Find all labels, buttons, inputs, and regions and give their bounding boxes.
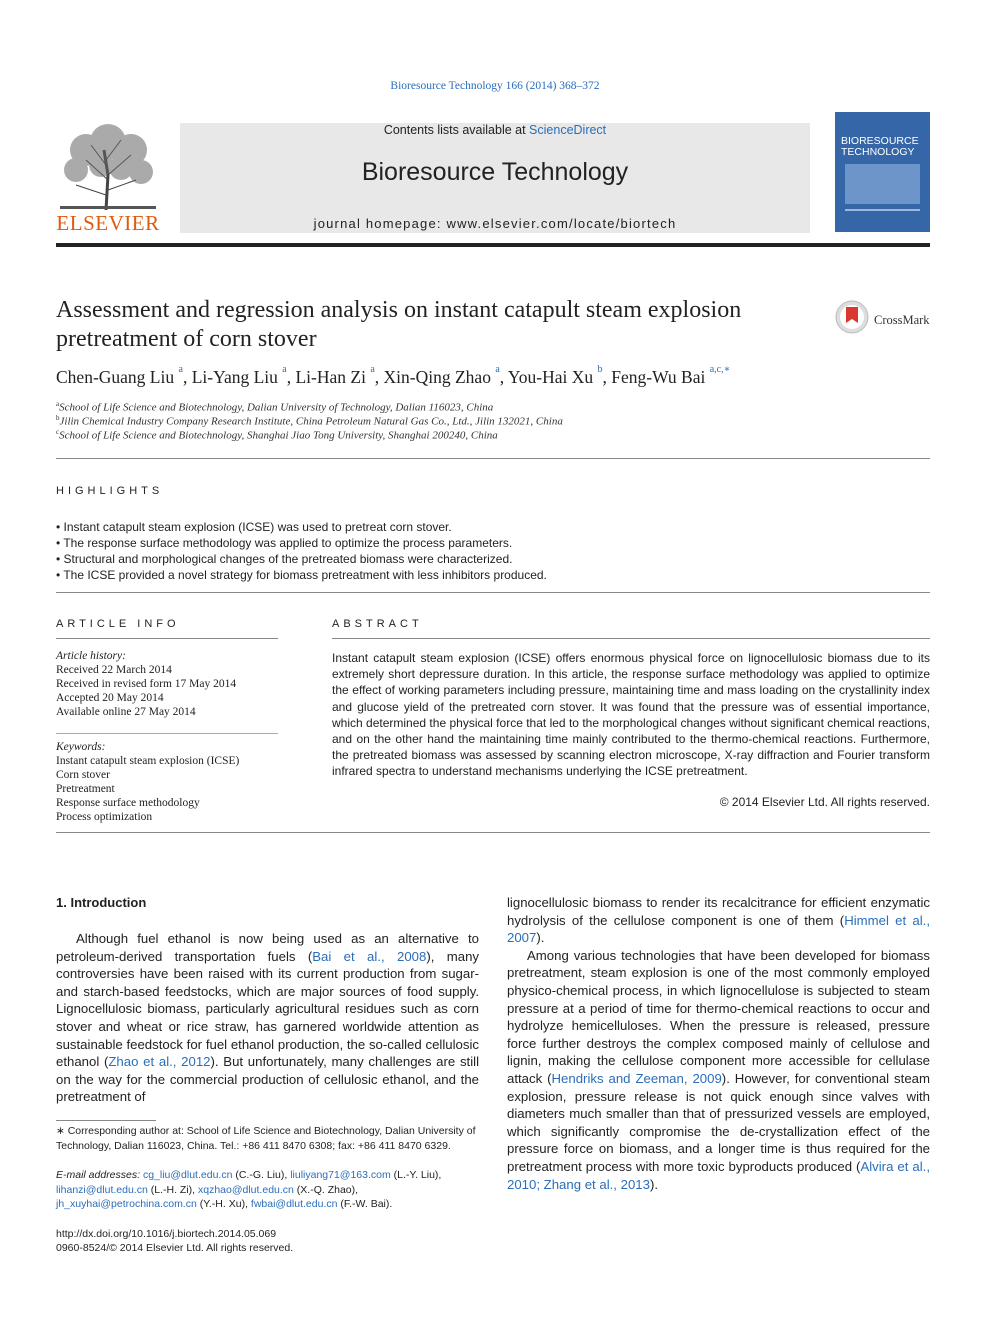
elsevier-tree-logo — [56, 120, 160, 212]
affiliation — [56, 414, 563, 428]
affiliation — [56, 400, 493, 414]
author-list: Chen-Guang Liu $^a$, Li-Yang Liu $^a$, Li-Han Zi $^a$, Xin-Qing Zhao $^a$, You-Hai Xu $^b$, Feng-Wu Bai $^{a,c,∗}$ — [56, 364, 731, 387]
contents-prefix: Contents lists available at — [383, 123, 530, 137]
publisher-logo-text: ELSEVIER — [56, 211, 160, 235]
email-owner: (L.-Y. Liu), — [390, 1169, 442, 1181]
cover-figure — [845, 164, 920, 204]
email-link[interactable]: lihanzi@dlut.edu.cn — [56, 1183, 148, 1196]
author-name[interactable]: Xin-Qing Zhao — [383, 367, 491, 387]
keywords-label: Keywords: — [56, 741, 106, 753]
keyword: Pretreatment — [56, 783, 115, 795]
email-label: E-mail addresses: — [56, 1169, 143, 1181]
paragraph-text: ). — [649, 1176, 659, 1192]
paragraph-text: lignocellulosic biomass to render its recalcitrance for efficient enzymatic hydrolysis of the cellulose component is one of them ( — [507, 895, 930, 928]
affiliation-text: School of Life Science and Biotechnology, Shanghai Jiao Tong University, Shanghai 200240, China — [59, 429, 498, 442]
paragraph — [56, 930, 479, 1106]
contents-line — [180, 123, 810, 137]
author-name[interactable]: Li-Han Zi — [295, 367, 366, 387]
email-link[interactable]: fwbai@dlut.edu.cn — [250, 1198, 338, 1210]
header-rule — [56, 243, 930, 247]
author-name[interactable]: You-Hai Xu — [507, 367, 594, 387]
paragraph-text: ). However, for conventional steam explosion, pressure release is not quick enough since valves with diameters much smaller than that of pressurized vessels are employed, which significantly compromise the de-crystallization effect of the pressure force on biomass, and a longer time is thus required for the pretreatment process with more toxic byproducts produced ( — [507, 1070, 930, 1174]
crossmark-icon[interactable] — [835, 300, 869, 334]
abstract-rule — [332, 638, 930, 639]
journal-name: Bioresource Technology — [361, 158, 629, 186]
email-owner: (L.-H. Zi), — [147, 1183, 198, 1196]
affiliation-text: School of Life Science and Biotechnology, Dalian University of Technology, Dalian 116023, China — [59, 401, 494, 414]
affiliation — [56, 428, 498, 442]
email-owner: (C.-G. Liu), — [232, 1169, 291, 1181]
author-name[interactable]: Li-Yang Liu — [191, 367, 278, 387]
author-affil-mark[interactable]: a — [370, 364, 375, 375]
affiliation-mark: a — [56, 400, 60, 408]
divider — [56, 832, 930, 833]
article-info-rule — [56, 638, 278, 639]
reference-link[interactable]: Bai et al., 2008 — [312, 948, 427, 964]
history-label: Article history: — [56, 650, 126, 662]
highlight-item: • Instant catapult steam explosion (ICSE) was used to pretreat corn stover. — [56, 520, 452, 534]
divider — [56, 458, 930, 459]
email-link[interactable]: xqzhao@dlut.edu.cn — [197, 1183, 294, 1196]
sciencedirect-link[interactable]: ScienceDirect — [529, 123, 607, 137]
keyword: Process optimization — [56, 811, 153, 823]
email-owner: (F.-W. Bai). — [337, 1198, 393, 1210]
reference-link[interactable]: Zhao et al., 2012 — [108, 1054, 211, 1070]
author-name[interactable]: Feng-Wu Bai — [611, 367, 706, 387]
email-owner: (Y.-H. Xu), — [196, 1198, 251, 1210]
keywords-rule — [56, 733, 278, 734]
abstract-heading: ABSTRACT — [332, 618, 423, 630]
highlight-item: • The response surface methodology was applied to optimize the process parameters. — [56, 536, 513, 550]
author-affil-mark[interactable]: b — [597, 364, 603, 375]
paragraph-text: ). But unfortunately, many challenges are still on the way for the commercial production of cellulosic ethanol, and the pretreatment of — [56, 1054, 479, 1105]
article-info-heading: ARTICLE INFO — [56, 618, 180, 630]
history-item: Accepted 20 May 2014 — [56, 692, 164, 704]
journal-cover-image — [835, 112, 930, 232]
affiliation-mark: b — [56, 414, 60, 422]
author-affil-mark[interactable]: a — [178, 364, 183, 375]
reference-link[interactable]: Alvira et al., 2010; Zhang et al., 2013 — [507, 1158, 930, 1192]
doi-link[interactable]: http://dx.doi.org/10.1016/j.biortech.2014.05.069 — [56, 1228, 277, 1240]
highlight-item: • The ICSE provided a novel strategy for biomass pretreatment with less inhibitors produced. — [56, 568, 547, 582]
paragraph-text: ). — [536, 930, 545, 946]
footnote-rule — [56, 1120, 156, 1121]
journal-homepage[interactable]: journal homepage: www.elsevier.com/locate/biortech — [313, 216, 677, 231]
email-link[interactable]: jh_xuyhai@petrochina.com.cn — [56, 1198, 197, 1210]
author-affil-mark[interactable]: a — [282, 364, 287, 375]
abstract-text: Instant catapult steam explosion (ICSE) offers enormous physical force on lignocellulosic biomass due to its extremely short depressure duration. In this article, the response surface methodology was applied to optimize the effect of working parameters including pressure, maintaining time and mass loading on the crystallinity index and glucose yield of the pretreated corn stover. It was found that the pressure was of essential importance, which determined the physical force that led to the morphological changes without significant chemical reactions, and on the other hand the maintaining time mainly contributed to the thermo-chemical reactions. Furthermore, the pretreated biomass was assessed by scanning electron microscope, X-ray diffraction and Fourier transform infrared spectra to understand mechanisms underlying the ICSE pretreatment. — [332, 651, 930, 779]
paragraph-text: Although fuel ethanol is now being used as an alternative to petroleum-derived transportation fuels ( — [56, 931, 479, 964]
section-heading: 1. Introduction — [56, 895, 147, 910]
reference-link[interactable]: Hendriks and Zeeman, 2009 — [551, 1070, 722, 1086]
body-column-right — [507, 894, 930, 1193]
email-link[interactable]: cg_liu@dlut.edu.cn — [142, 1169, 233, 1181]
corresponding-footnote: ∗ Corresponding author at: School of Life Science and Biotechnology, Dalian University of Technology, Dalian 116023, China. Tel.: +86 411 8470 6308; fax: +86 411 8470 6329. — [56, 1125, 476, 1152]
author-name[interactable]: Chen-Guang Liu — [56, 367, 175, 387]
paragraph-text: Among various technologies that have been developed for biomass pretreatment, steam explosion is one of the most commonly employed physico-chemical process, in which lignocellulose is subjected to steam pressure at a period of time for thermo-chemical reactions to occur and hydrolyze hemicelluloses. When the pressure is released, pressure force further destroys the complex composed mainly of cellulose and lignin, making the cellulose component more accessible for cellulase attack ( — [507, 947, 930, 1086]
history-item: Received in revised form 17 May 2014 — [56, 678, 237, 690]
journal-citation[interactable]: Bioresource Technology 166 (2014) 368–372 — [390, 80, 600, 92]
highlight-item: • Structural and morphological changes of the pretreated biomass were characterized. — [56, 552, 513, 566]
cover-line — [845, 209, 920, 211]
email-link[interactable]: liuliyang71@163.com — [290, 1169, 391, 1181]
author-affil-mark[interactable]: a — [495, 364, 500, 375]
author-affil-mark[interactable]: a,c,∗ — [709, 364, 731, 375]
history-item: Available online 27 May 2014 — [56, 706, 196, 718]
highlights-heading: HIGHLIGHTS — [56, 485, 164, 497]
keyword: Instant catapult steam explosion (ICSE) — [56, 755, 240, 767]
cover-title: BIORESOURCE TECHNOLOGY — [841, 135, 919, 158]
abstract-copyright: © 2014 Elsevier Ltd. All rights reserved. — [719, 795, 930, 809]
crossmark-label[interactable]: CrossMark — [874, 313, 930, 327]
email-owner: (X.-Q. Zhao), — [293, 1183, 359, 1196]
affiliation-mark: c — [56, 428, 60, 436]
divider — [56, 592, 930, 593]
paragraph — [507, 894, 930, 947]
email-footnote — [56, 1168, 479, 1212]
keyword: Corn stover — [56, 769, 110, 781]
paragraph-text: ), many controversies have been raised with its current production from sugar- and starch-based feedstocks, which are major sources of food supply. Lignocellulosic biomass, particularly agricultural residues such as corn stover and wheat or rice straw, has garnered worldwide attention as sustainable feedstock for fuel ethanol production, the so-called cellulosic ethanol ( — [56, 948, 480, 1070]
keyword: Response surface methodology — [56, 797, 200, 809]
paragraph — [507, 947, 930, 1193]
affiliation-text: Jilin Chemical Industry Company Research Institute, China Petroleum Natural Gas Co., Ltd., Jilin 132021, China — [59, 415, 563, 428]
article-title: Assessment and regression analysis on instant catapult steam explosion pretreatment of corn stover — [56, 297, 742, 352]
history-item: Received 22 March 2014 — [56, 664, 172, 676]
reference-link[interactable]: Himmel et al., 2007 — [507, 912, 931, 946]
issn-line: 0960-8524/© 2014 Elsevier Ltd. All rights reserved. — [56, 1242, 294, 1254]
body-column-left — [56, 930, 479, 1106]
